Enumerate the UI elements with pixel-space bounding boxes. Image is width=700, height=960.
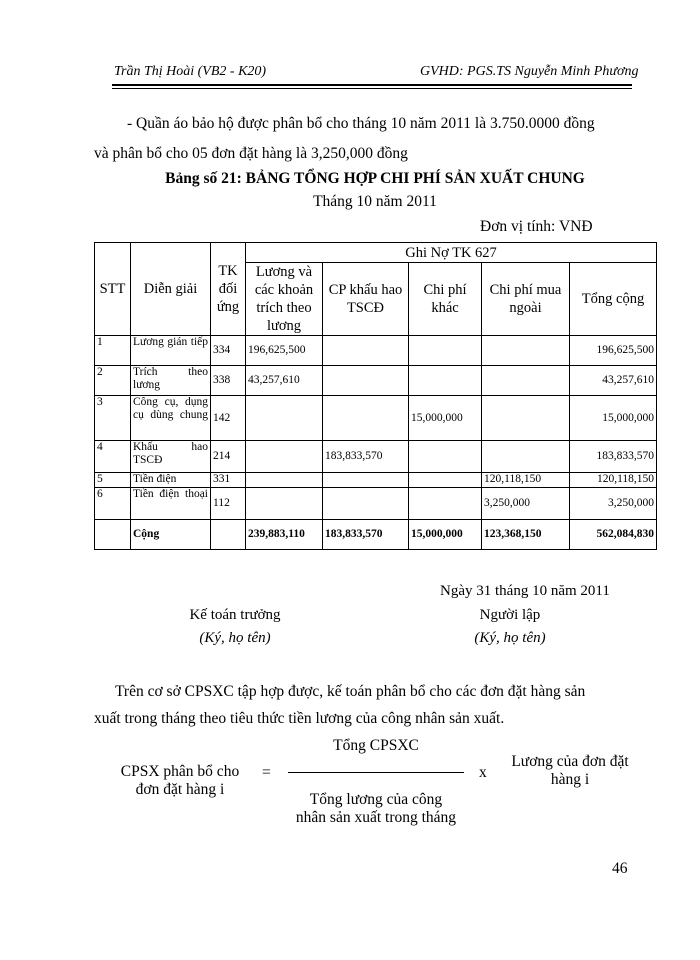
header-salary: Lương và các khoản trích theo lương [246, 263, 323, 336]
header-stt: STT [95, 243, 131, 336]
cell-total-label: Cộng [131, 520, 211, 550]
cell-salary: 196,625,500 [246, 336, 323, 366]
cell-other [409, 336, 482, 366]
body-line-2: xuất trong tháng theo tiêu thức tiền lương của công nhân sản xuất. [94, 710, 505, 727]
cell-depreciation [323, 473, 409, 488]
header-total: Tổng cộng [570, 263, 657, 336]
cell-salary [246, 473, 323, 488]
header-rule-thin [112, 88, 632, 89]
table-total-row [95, 520, 657, 550]
cell-account: 112 [211, 488, 246, 520]
table-row [95, 473, 657, 488]
cell-total: 43,257,610 [570, 366, 657, 396]
table-row [95, 441, 657, 473]
cell-other [409, 473, 482, 488]
cell-total-salary: 239,883,110 [246, 520, 323, 550]
table-row [95, 488, 657, 520]
cell-description: Lương gián tiếp [131, 336, 211, 366]
cell-total: 3,250,000 [570, 488, 657, 520]
cell-total: 196,625,500 [570, 336, 657, 366]
cell-stt: 2 [95, 366, 131, 396]
header-author: Trần Thị Hoài (VB2 - K20) [114, 64, 267, 79]
header-group: Ghi Nợ TK 627 [246, 243, 657, 263]
signature-left-title: Kế toán trưởng [189, 607, 281, 623]
header-other: Chi phí khác [409, 263, 482, 336]
cell-total: 120,118,150 [570, 473, 657, 488]
cell-stt [95, 520, 131, 550]
cell-total-other: 15,000,000 [409, 520, 482, 550]
table-unit: Đơn vị tính: VNĐ [480, 218, 593, 235]
formula-lhs-line-1: CPSX phân bổ cho [120, 763, 240, 780]
cell-stt: 6 [95, 488, 131, 520]
cell-outsourced [482, 336, 570, 366]
cell-account: 142 [211, 396, 246, 441]
cell-depreciation [323, 336, 409, 366]
cell-description: Tiền điện thoại [131, 488, 211, 520]
page-number: 46 [612, 860, 628, 877]
cell-total: 15,000,000 [570, 396, 657, 441]
cell-depreciation [323, 366, 409, 396]
formula-rhs-line-1: Lương của đơn đặt [511, 753, 629, 770]
formula-equals: = [262, 764, 271, 781]
table-row [95, 336, 657, 366]
cell-description: Trích theo lương [131, 366, 211, 396]
cell-account: 334 [211, 336, 246, 366]
table-row [95, 396, 657, 441]
cell-outsourced: 3,250,000 [482, 488, 570, 520]
signature-right-note: (Ký, họ tên) [474, 630, 546, 646]
cell-salary [246, 441, 323, 473]
formula-lhs-line-2: đơn đặt hàng i [135, 781, 225, 798]
cell-outsourced [482, 441, 570, 473]
table-period: Tháng 10 năm 2011 [313, 193, 437, 210]
header-rule [112, 84, 632, 86]
formula-numerator: Tổng CPSXC [333, 737, 419, 754]
header-advisor: GVHD: PGS.TS Nguyễn Minh Phương [420, 64, 639, 79]
cell-total-depreciation: 183,833,570 [323, 520, 409, 550]
signature-left-note: (Ký, họ tên) [199, 630, 271, 646]
cell-depreciation [323, 488, 409, 520]
cell-account: 338 [211, 366, 246, 396]
intro-line-2: và phân bổ cho 05 đơn đặt hàng là 3,250,000 đồng [94, 145, 408, 162]
cell-depreciation: 183,833,570 [323, 441, 409, 473]
table-title: Bảng số 21: BẢNG TỔNG HỢP CHI PHÍ SẢN XUẤT CHUNG [165, 170, 585, 187]
cell-account [211, 520, 246, 550]
cell-description: Tiền điện [131, 473, 211, 488]
cell-other: 15,000,000 [409, 396, 482, 441]
cell-stt: 1 [95, 336, 131, 366]
body-line-1: Trên cơ sở CPSXC tập hợp được, kế toán phân bổ cho các đơn đặt hàng sản [115, 683, 586, 700]
cell-salary [246, 396, 323, 441]
cost-summary-table [94, 242, 657, 550]
header-description: Diễn giải [131, 243, 211, 336]
cell-other [409, 441, 482, 473]
cell-total-outsourced: 123,368,150 [482, 520, 570, 550]
cell-depreciation [323, 396, 409, 441]
cell-description: Công cụ, dụng cụ dùng chung [131, 396, 211, 441]
cell-outsourced [482, 366, 570, 396]
fraction-bar [288, 772, 464, 773]
header-depreciation: CP khấu hao TSCĐ [323, 263, 409, 336]
cell-salary [246, 488, 323, 520]
header-account: TK đối ứng [211, 243, 246, 336]
cell-account: 214 [211, 441, 246, 473]
cell-other [409, 366, 482, 396]
cell-other [409, 488, 482, 520]
cell-stt: 5 [95, 473, 131, 488]
formula-rhs-line-2: hàng i [550, 771, 590, 788]
cell-outsourced [482, 396, 570, 441]
cell-stt: 3 [95, 396, 131, 441]
header-outsourced: Chi phí mua ngoài [482, 263, 570, 336]
cell-grand-total: 562,084,830 [570, 520, 657, 550]
cell-total: 183,833,570 [570, 441, 657, 473]
signature-right-title: Người lập [479, 607, 541, 623]
formula-denominator-line-1: Tổng lương của công [309, 791, 443, 808]
intro-line-1: - Quần áo bảo hộ được phân bổ cho tháng 10 năm 2011 là 3.750.0000 đồng [127, 115, 595, 132]
table-row [95, 366, 657, 396]
cell-salary: 43,257,610 [246, 366, 323, 396]
cell-stt: 4 [95, 441, 131, 473]
cell-description: Khấu hao TSCĐ [131, 441, 211, 473]
cell-outsourced: 120,118,150 [482, 473, 570, 488]
cell-account: 331 [211, 473, 246, 488]
signature-date: Ngày 31 tháng 10 năm 2011 [440, 583, 610, 599]
formula-denominator-line-2: nhân sản xuất trong tháng [295, 809, 457, 826]
formula-times: x [479, 764, 487, 781]
